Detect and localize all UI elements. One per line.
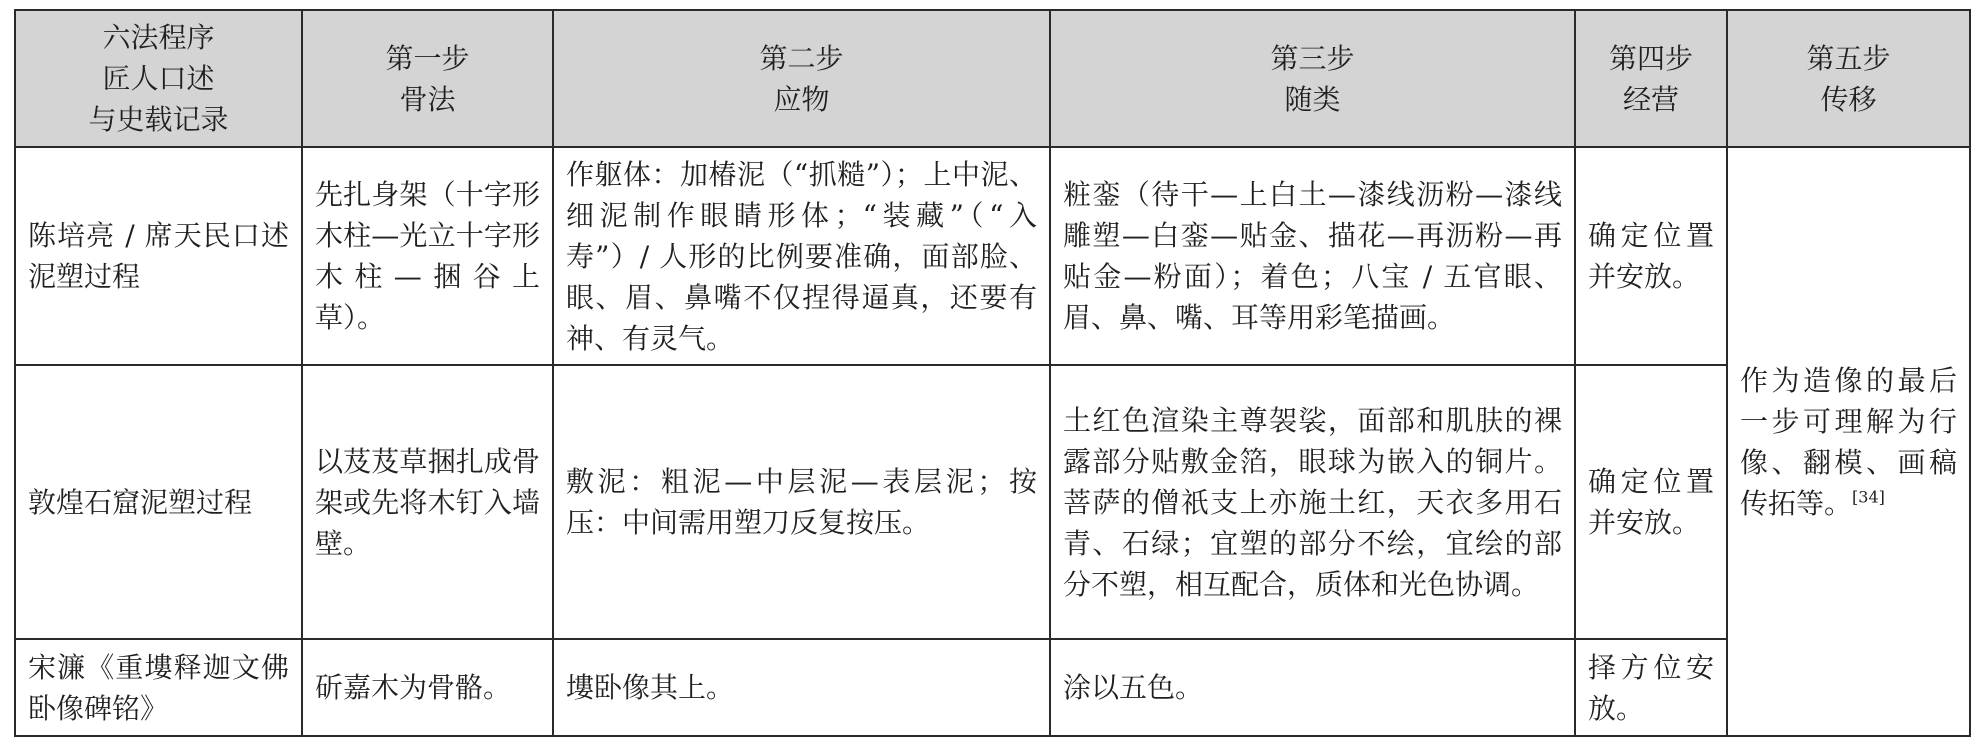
header-step3-category: 第三步 随类 xyxy=(1050,10,1575,147)
row-source-cell: 宋濂《重塿释迦文佛卧像碑铭》 xyxy=(15,639,302,736)
row-step1-cell: 以芨芨草捆扎成骨架或先将木钉入墙壁。 xyxy=(302,365,553,639)
step5-text: 作为造像的最后一步可理解为行像、翻模、画稿传拓等。 xyxy=(1740,363,1957,520)
row-step3-cell: 土红色渲染主尊袈裟，面部和肌肤的裸露部分贴敷金箔，眼球为嵌入的铜片。菩萨的僧祇支上亦施土红，天衣多用石青、石绿；宜塑的部分不绘，宜绘的部分不塑，相互配合，质体和光色协调。 xyxy=(1050,365,1575,639)
six-methods-table-container xyxy=(14,9,1969,737)
citation-superscript: [34] xyxy=(1852,487,1885,507)
step5-merged-cell xyxy=(1727,147,1970,736)
row-step4-cell: 确定位置并安放。 xyxy=(1575,365,1727,639)
header-step1-bone-method: 第一步 骨法 xyxy=(302,10,553,147)
row-step3-cell: 粧銮（待干—上白土—漆线沥粉—漆线雕塑—白銮—贴金、描花—再沥粉—再贴金—粉面）；着色；八宝 / 五官眼、眉、鼻、嘴、耳等用彩笔描画。 xyxy=(1050,147,1575,365)
row-step2-cell: 塿卧像其上。 xyxy=(553,639,1050,736)
row-step3-cell: 涂以五色。 xyxy=(1050,639,1575,736)
header-step2-correspondence: 第二步 应物 xyxy=(553,10,1050,147)
row-step4-cell: 确定位置并安放。 xyxy=(1575,147,1727,365)
table-row xyxy=(15,147,1970,365)
row-step1-cell: 斫嘉木为骨骼。 xyxy=(302,639,553,736)
row-source-cell: 敦煌石窟泥塑过程 xyxy=(15,365,302,639)
table-row xyxy=(15,365,1970,639)
table-row xyxy=(15,639,1970,736)
row-step4-cell: 择方位安放。 xyxy=(1575,639,1727,736)
row-step2-cell: 敷泥：粗泥—中层泥—表层泥；按压：中间需用塑刀反复按压。 xyxy=(553,365,1050,639)
row-source-cell: 陈培亮 / 席天民口述泥塑过程 xyxy=(15,147,302,365)
six-methods-comparison-table xyxy=(14,9,1971,737)
table-header-row xyxy=(15,10,1970,147)
header-procedure-source: 六法程序 匠人口述 与史载记录 xyxy=(15,10,302,147)
header-step4-composition: 第四步 经营 xyxy=(1575,10,1727,147)
row-step1-cell: 先扎身架（十字形木柱—光立十字形木柱—捆谷上草）。 xyxy=(302,147,553,365)
row-step2-cell: 作躯体：加椿泥（“抓糙”）；上中泥、细泥制作眼睛形体；“装藏”（“入寿”）/ 人形的比例要准确，面部脸、眼、眉、鼻嘴不仅捏得逼真，还要有神、有灵气。 xyxy=(553,147,1050,365)
header-step5-transmission: 第五步 传移 xyxy=(1727,10,1970,147)
